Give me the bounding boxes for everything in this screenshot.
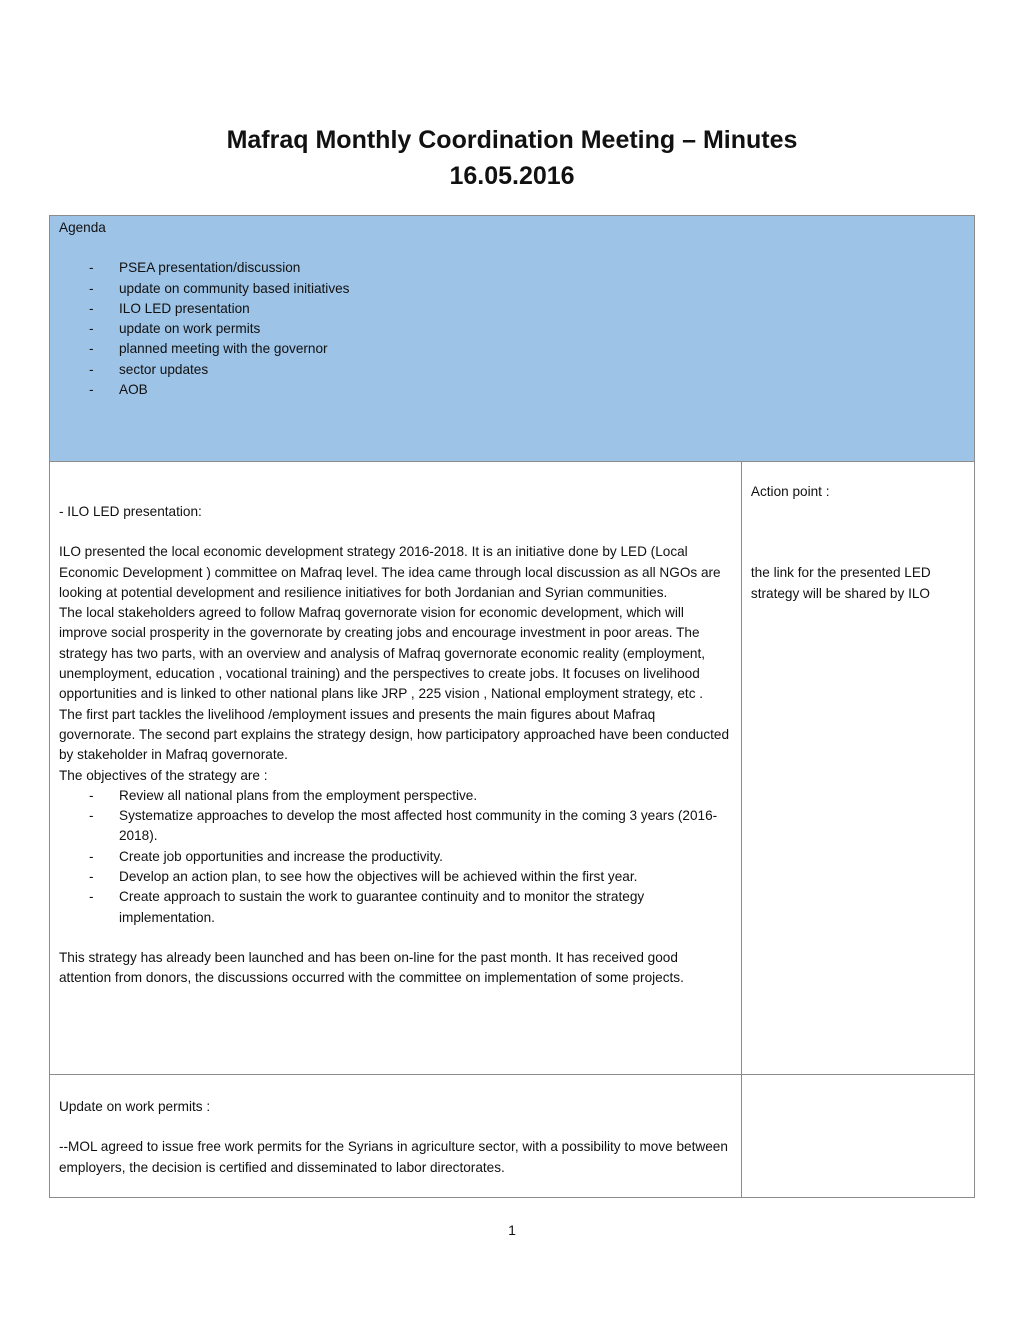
action-point-cell xyxy=(741,462,974,1075)
objective-item: - Systematize approaches to develop the most affected host community in the coming 3 years (2016-2018). xyxy=(59,806,732,847)
action-point-text: the link for the presented LED strategy will be shared by ILO xyxy=(750,565,931,601)
title-line-1: Mafraq Monthly Coordination Meeting – Minutes xyxy=(226,126,798,154)
objective-item: - Create job opportunities and increase the productivity. xyxy=(59,847,732,867)
title-date: 16.05.2016 xyxy=(449,162,575,190)
agenda-list xyxy=(59,258,965,400)
ilo-paragraph-1: ILO presented the local economic development strategy 2016-2018. It is an initiative done by LED (Local Economic Development ) committee on Mafraq level. The idea came through local discussion as all NGOs are looking at potential development and resilience initiatives for both Jordanian and Syrian communities. xyxy=(59,544,721,600)
agenda-item: - AOB xyxy=(59,380,965,400)
ilo-paragraph-2: The local stakeholders agreed to follow Mafraq governorate vision for economic development, which will improve social prosperity in the governorate by creating jobs and encourage investment in poor areas. The strategy has two parts, with an overview and analysis of Mafraq governorate economic reality (employment, unemployment, education , vocational training) and the perspectives to create jobs. It focuses on livelihood opportunities and is linked to other national plans like JRP , 225 vision , National employment strategy, etc . xyxy=(59,605,706,702)
agenda-item: - PSEA presentation/discussion xyxy=(59,258,965,278)
agenda-heading: Agenda xyxy=(59,220,106,235)
ilo-heading: - ILO LED presentation: xyxy=(59,504,202,519)
ilo-presentation-cell xyxy=(50,462,742,1075)
objectives-intro: The objectives of the strategy are : xyxy=(59,767,268,783)
agenda-item: - sector updates xyxy=(59,360,965,380)
work-permits-cell xyxy=(50,1075,742,1198)
agenda-item: - update on work permits xyxy=(59,319,965,339)
page-number: 1 xyxy=(508,1222,516,1238)
ilo-paragraph-3: The first part tackles the livelihood /employment issues and presents the main figures about Mafraq governorate. The second part explains the strategy design, how participatory approached have been conducted by stakeholder in Mafraq governorate. xyxy=(59,706,730,763)
action-point-heading: Action point : xyxy=(750,484,830,499)
agenda-item: - ILO LED presentation xyxy=(59,299,965,319)
objective-item: - Create approach to sustain the work to guarantee continuity and to monitor the strategy implementation. xyxy=(59,887,732,928)
minutes-table xyxy=(49,215,975,1198)
agenda-item: - update on community based initiatives xyxy=(59,279,965,299)
ilo-paragraph-4: This strategy has already been launched and has been on-line for the past month. It has received good attention from donors, the discussions occurred with the committee on implementation of some projects. xyxy=(59,949,684,986)
work-permits-action-cell xyxy=(741,1075,974,1198)
objectives-list xyxy=(59,786,732,928)
objective-item: - Review all national plans from the employment perspective. xyxy=(59,786,732,806)
work-permits-text: --MOL agreed to issue free work permits for the Syrians in agriculture sector, with a possibility to move between employers, the decision is certified and disseminated to labor directorates. xyxy=(59,1139,728,1175)
objective-item: - Develop an action plan, to see how the objectives will be achieved within the first year. xyxy=(59,867,732,887)
document-title xyxy=(0,122,1024,194)
agenda-cell xyxy=(50,216,975,462)
agenda-item: - planned meeting with the governor xyxy=(59,339,965,359)
work-permits-heading: Update on work permits : xyxy=(59,1099,211,1114)
